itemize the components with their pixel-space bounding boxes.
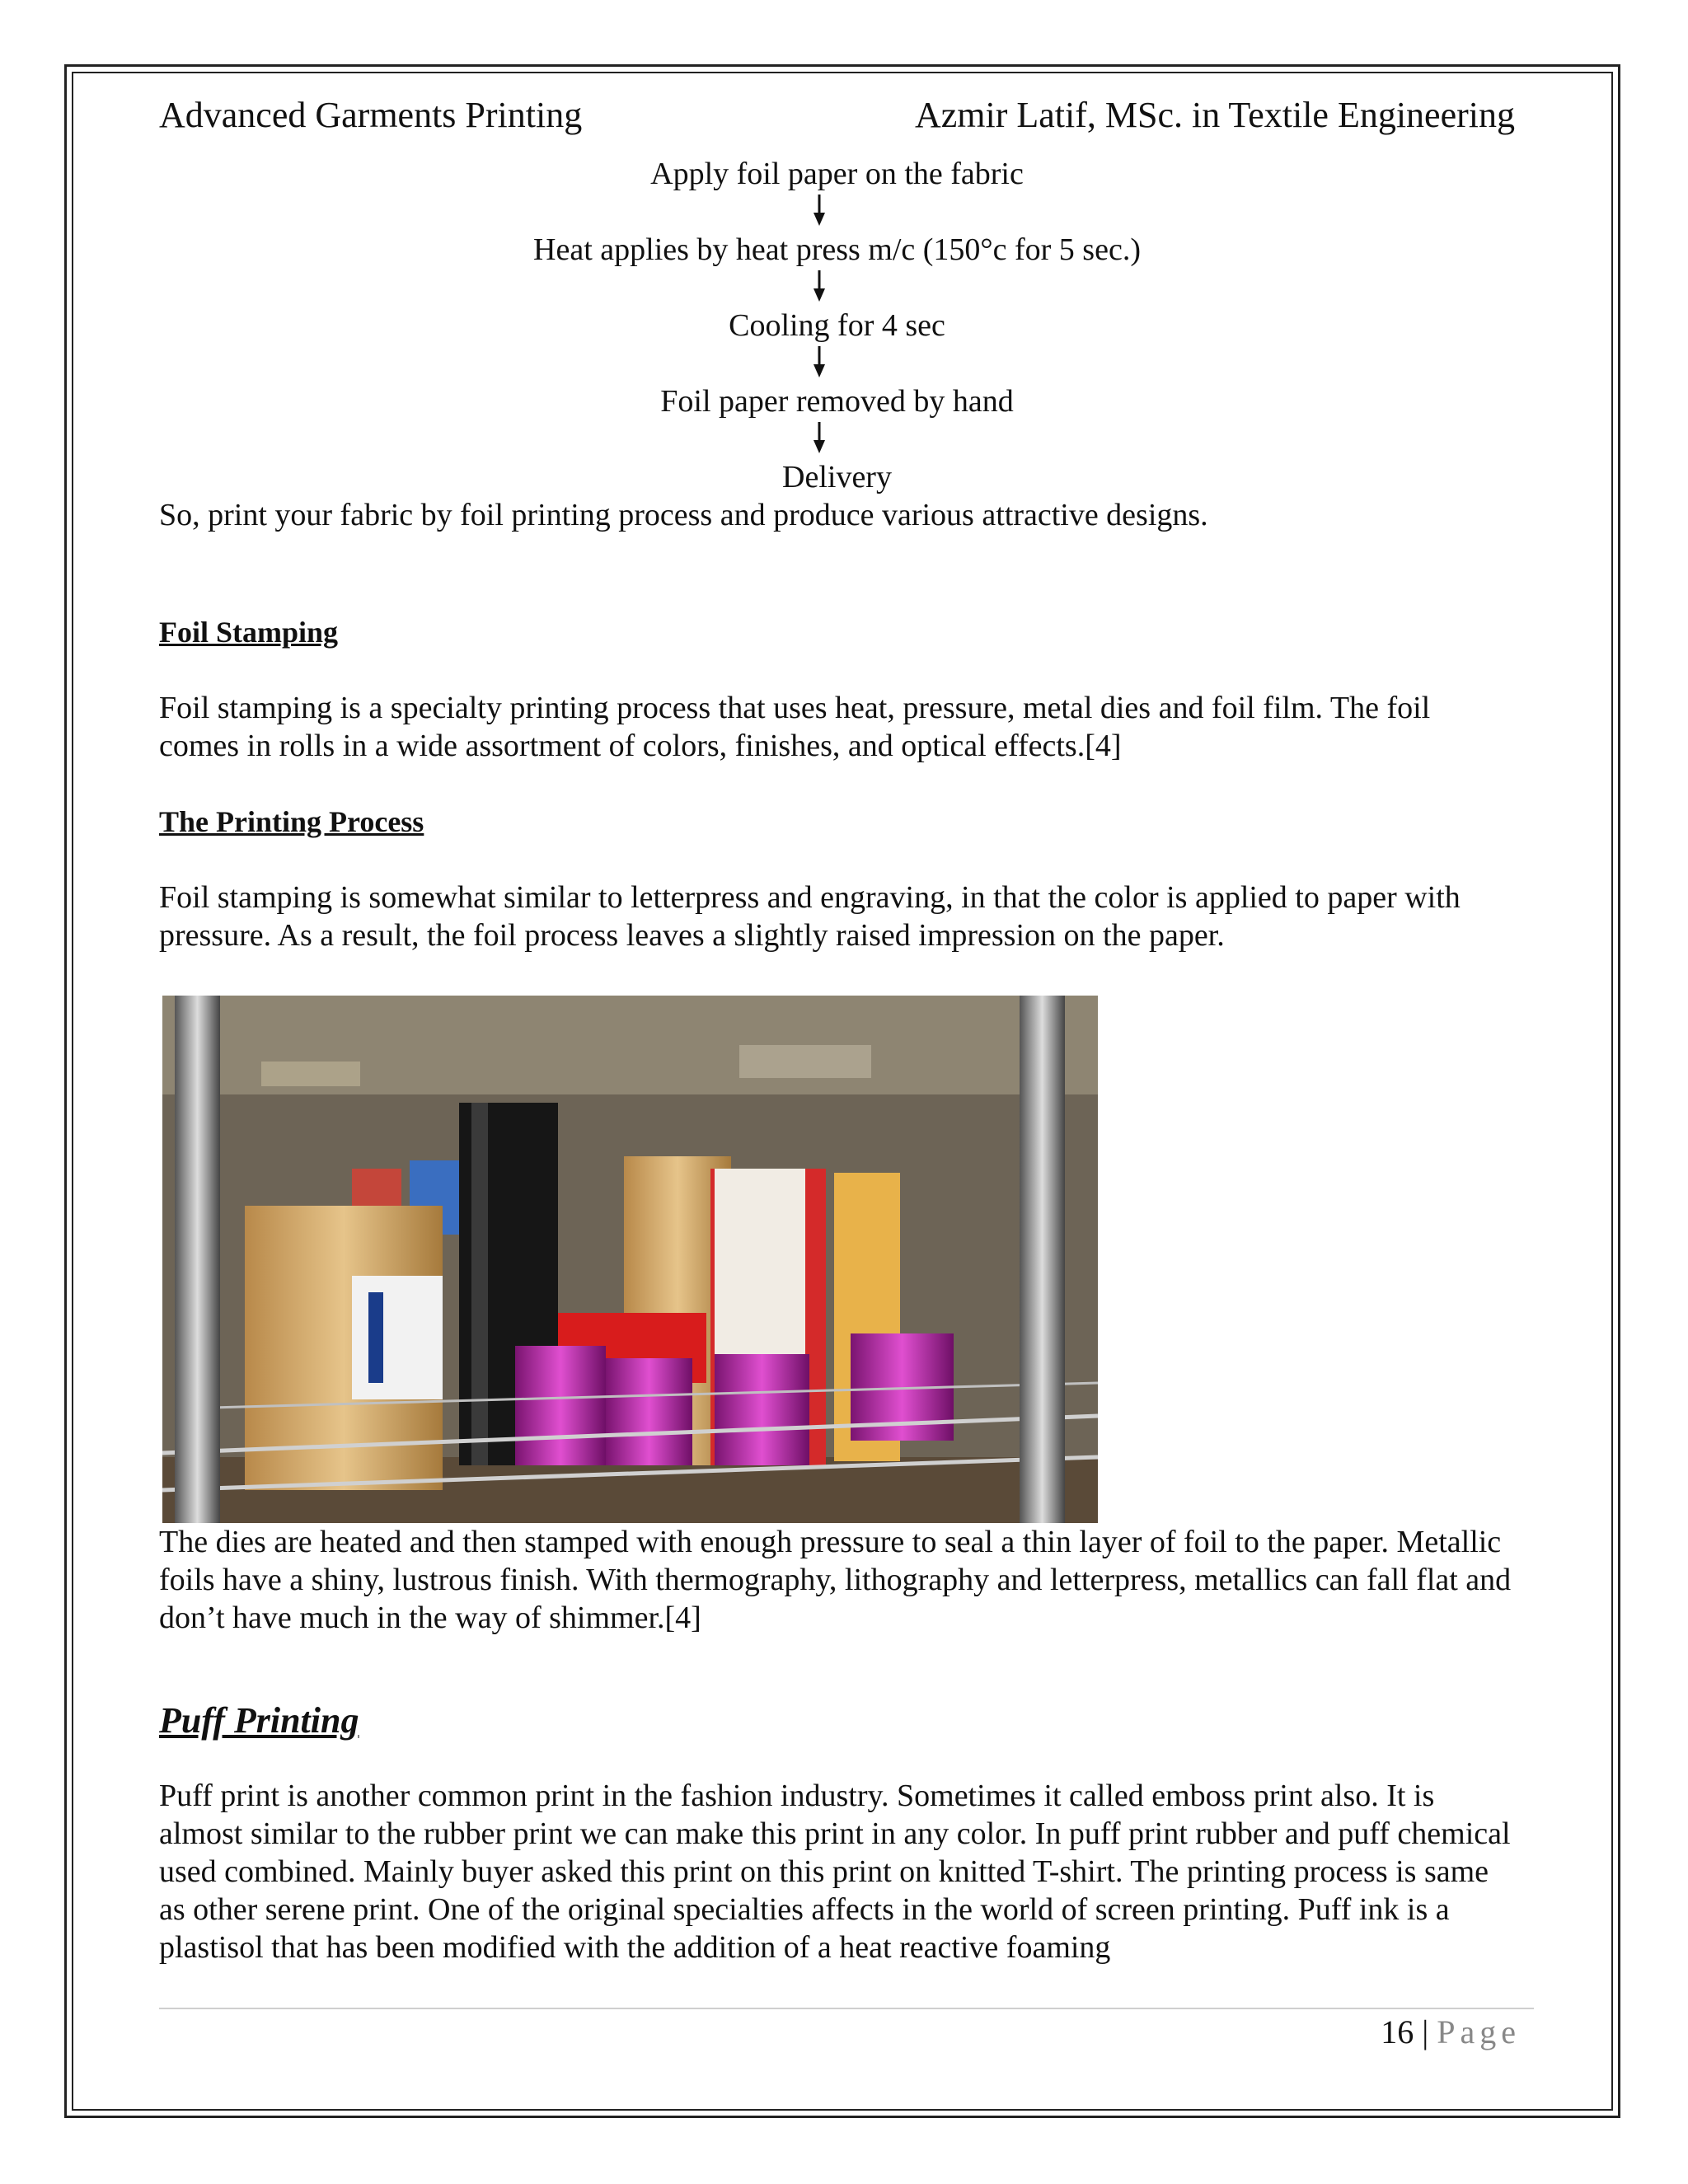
- down-arrow-icon: [159, 420, 1515, 458]
- after-photo-paragraph: The dies are heated and then stamped with enough pressure to seal a thin layer of foil to the paper. Metallic foils have a shiny, lustrous finish. With thermography, lithography and letterpress, metallics can fall flat and don’t have much in the way of shimmer.[4]: [159, 1525, 1512, 1635]
- printing-process-paragraph: Foil stamping is somewhat similar to letterpress and engraving, in that the color is applied to paper with pressure. As a result, the foil process leaves a slightly raised impression on the paper.: [159, 880, 1461, 953]
- flow-step: Foil paper removed by hand: [660, 384, 1014, 419]
- header-author: Azmir Latif, MSc. in Textile Engineering: [914, 95, 1515, 135]
- running-header: [159, 91, 1515, 140]
- page-content: [159, 91, 1515, 1966]
- down-arrow-icon: [159, 193, 1515, 231]
- footer-rule: [159, 2008, 1534, 2009]
- foil-rolls-illustration: [162, 996, 1098, 1523]
- puff-printing-paragraph: Puff print is another common print in the fashion industry. Sometimes it called emboss print also. It is almost similar to the rubber print we can make this print in any color. In puff print rubber and puff chemical used combined. Mainly buyer asked this print on this print on knitted T-shirt. The printing process is same as other serene print. One of the original specialties affects in the world of screen printing. Puff ink is a plastisol that has been modified with the addition of a heat reactive foaming: [159, 1779, 1511, 1965]
- down-arrow-icon: [159, 269, 1515, 307]
- heading-foil-stamping: Foil Stamping: [159, 616, 339, 649]
- heading-printing-process: The Printing Process: [159, 805, 424, 838]
- flow-step: Heat applies by heat press m/c (150°c for 5 sec.): [533, 232, 1141, 267]
- page-separator: |: [1422, 2013, 1429, 2050]
- intro-closing-text: So, print your fabric by foil printing process and produce various attractive designs.: [159, 498, 1208, 532]
- foil-rolls-photo: [162, 996, 1098, 1523]
- process-flowchart: [159, 155, 1515, 496]
- page-footer: [1381, 2009, 1521, 2055]
- page-number: 16: [1381, 2013, 1414, 2050]
- flow-step: Delivery: [782, 460, 892, 494]
- flow-step: Apply foil paper on the fabric: [650, 157, 1024, 191]
- header-title: Advanced Garments Printing: [159, 95, 583, 135]
- heading-puff-printing: Puff Printing: [159, 1700, 359, 1741]
- page-word: Page: [1437, 2013, 1521, 2050]
- foil-stamping-paragraph: Foil stamping is a specialty printing process that uses heat, pressure, metal dies and foil film. The foil comes in rolls in a wide assortment of colors, finishes, and optical effects.[4]: [159, 691, 1431, 763]
- down-arrow-icon: [159, 344, 1515, 382]
- flow-step: Cooling for 4 sec: [729, 308, 945, 343]
